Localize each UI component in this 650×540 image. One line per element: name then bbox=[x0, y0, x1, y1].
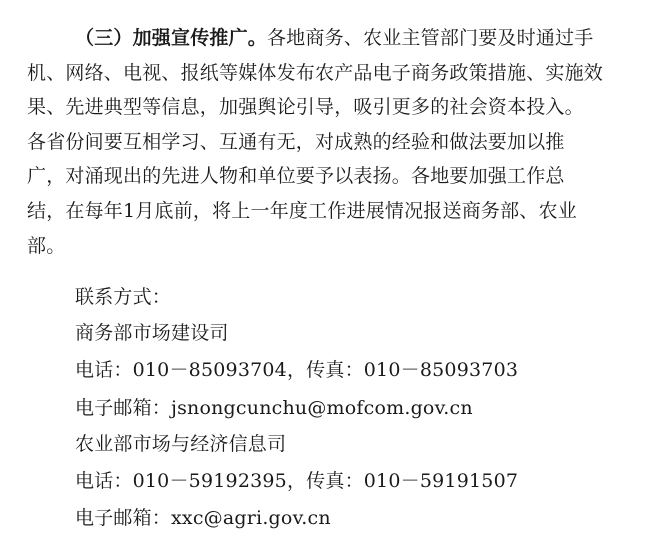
moa-department: 农业部市场与经济信息司 bbox=[75, 433, 287, 455]
paragraph-line-6: 结，在每年1月底前，将上一年度工作进展情况报送商务部、农业 bbox=[27, 200, 577, 222]
paragraph-line-1 bbox=[75, 26, 593, 50]
paragraph-line-7: 部。 bbox=[27, 235, 66, 257]
moa-email: 电子邮箱：xxc@agri.gov.cn bbox=[75, 507, 331, 529]
contact-label: 联系方式： bbox=[75, 286, 172, 308]
section-heading: （三）加强宣传推广。 bbox=[75, 27, 268, 49]
mofcom-email: 电子邮箱：jsnongcunchu@mofcom.gov.cn bbox=[75, 397, 473, 419]
mofcom-phone-fax: 电话：010－85093704，传真：010－85093703 bbox=[75, 359, 519, 381]
mofcom-department: 商务部市场建设司 bbox=[75, 322, 229, 344]
paragraph-text: 各地商务、农业主管部门要及时通过手 bbox=[267, 27, 594, 49]
paragraph-line-4: 各省份间要互相学习、互通有无，对成熟的经验和做法要加以推 bbox=[27, 131, 565, 153]
paragraph-line-5: 广，对涌现出的先进人物和单位要予以表扬。各地要加强工作总 bbox=[27, 165, 565, 187]
paragraph-line-3: 果、先进典型等信息，加强舆论引导，吸引更多的社会资本投入。 bbox=[27, 96, 584, 118]
moa-phone-fax: 电话：010－59192395，传真：010－59191507 bbox=[75, 470, 519, 492]
paragraph-line-2: 机、网络、电视、报纸等媒体发布农产品电子商务政策措施、实施效 bbox=[27, 62, 604, 84]
